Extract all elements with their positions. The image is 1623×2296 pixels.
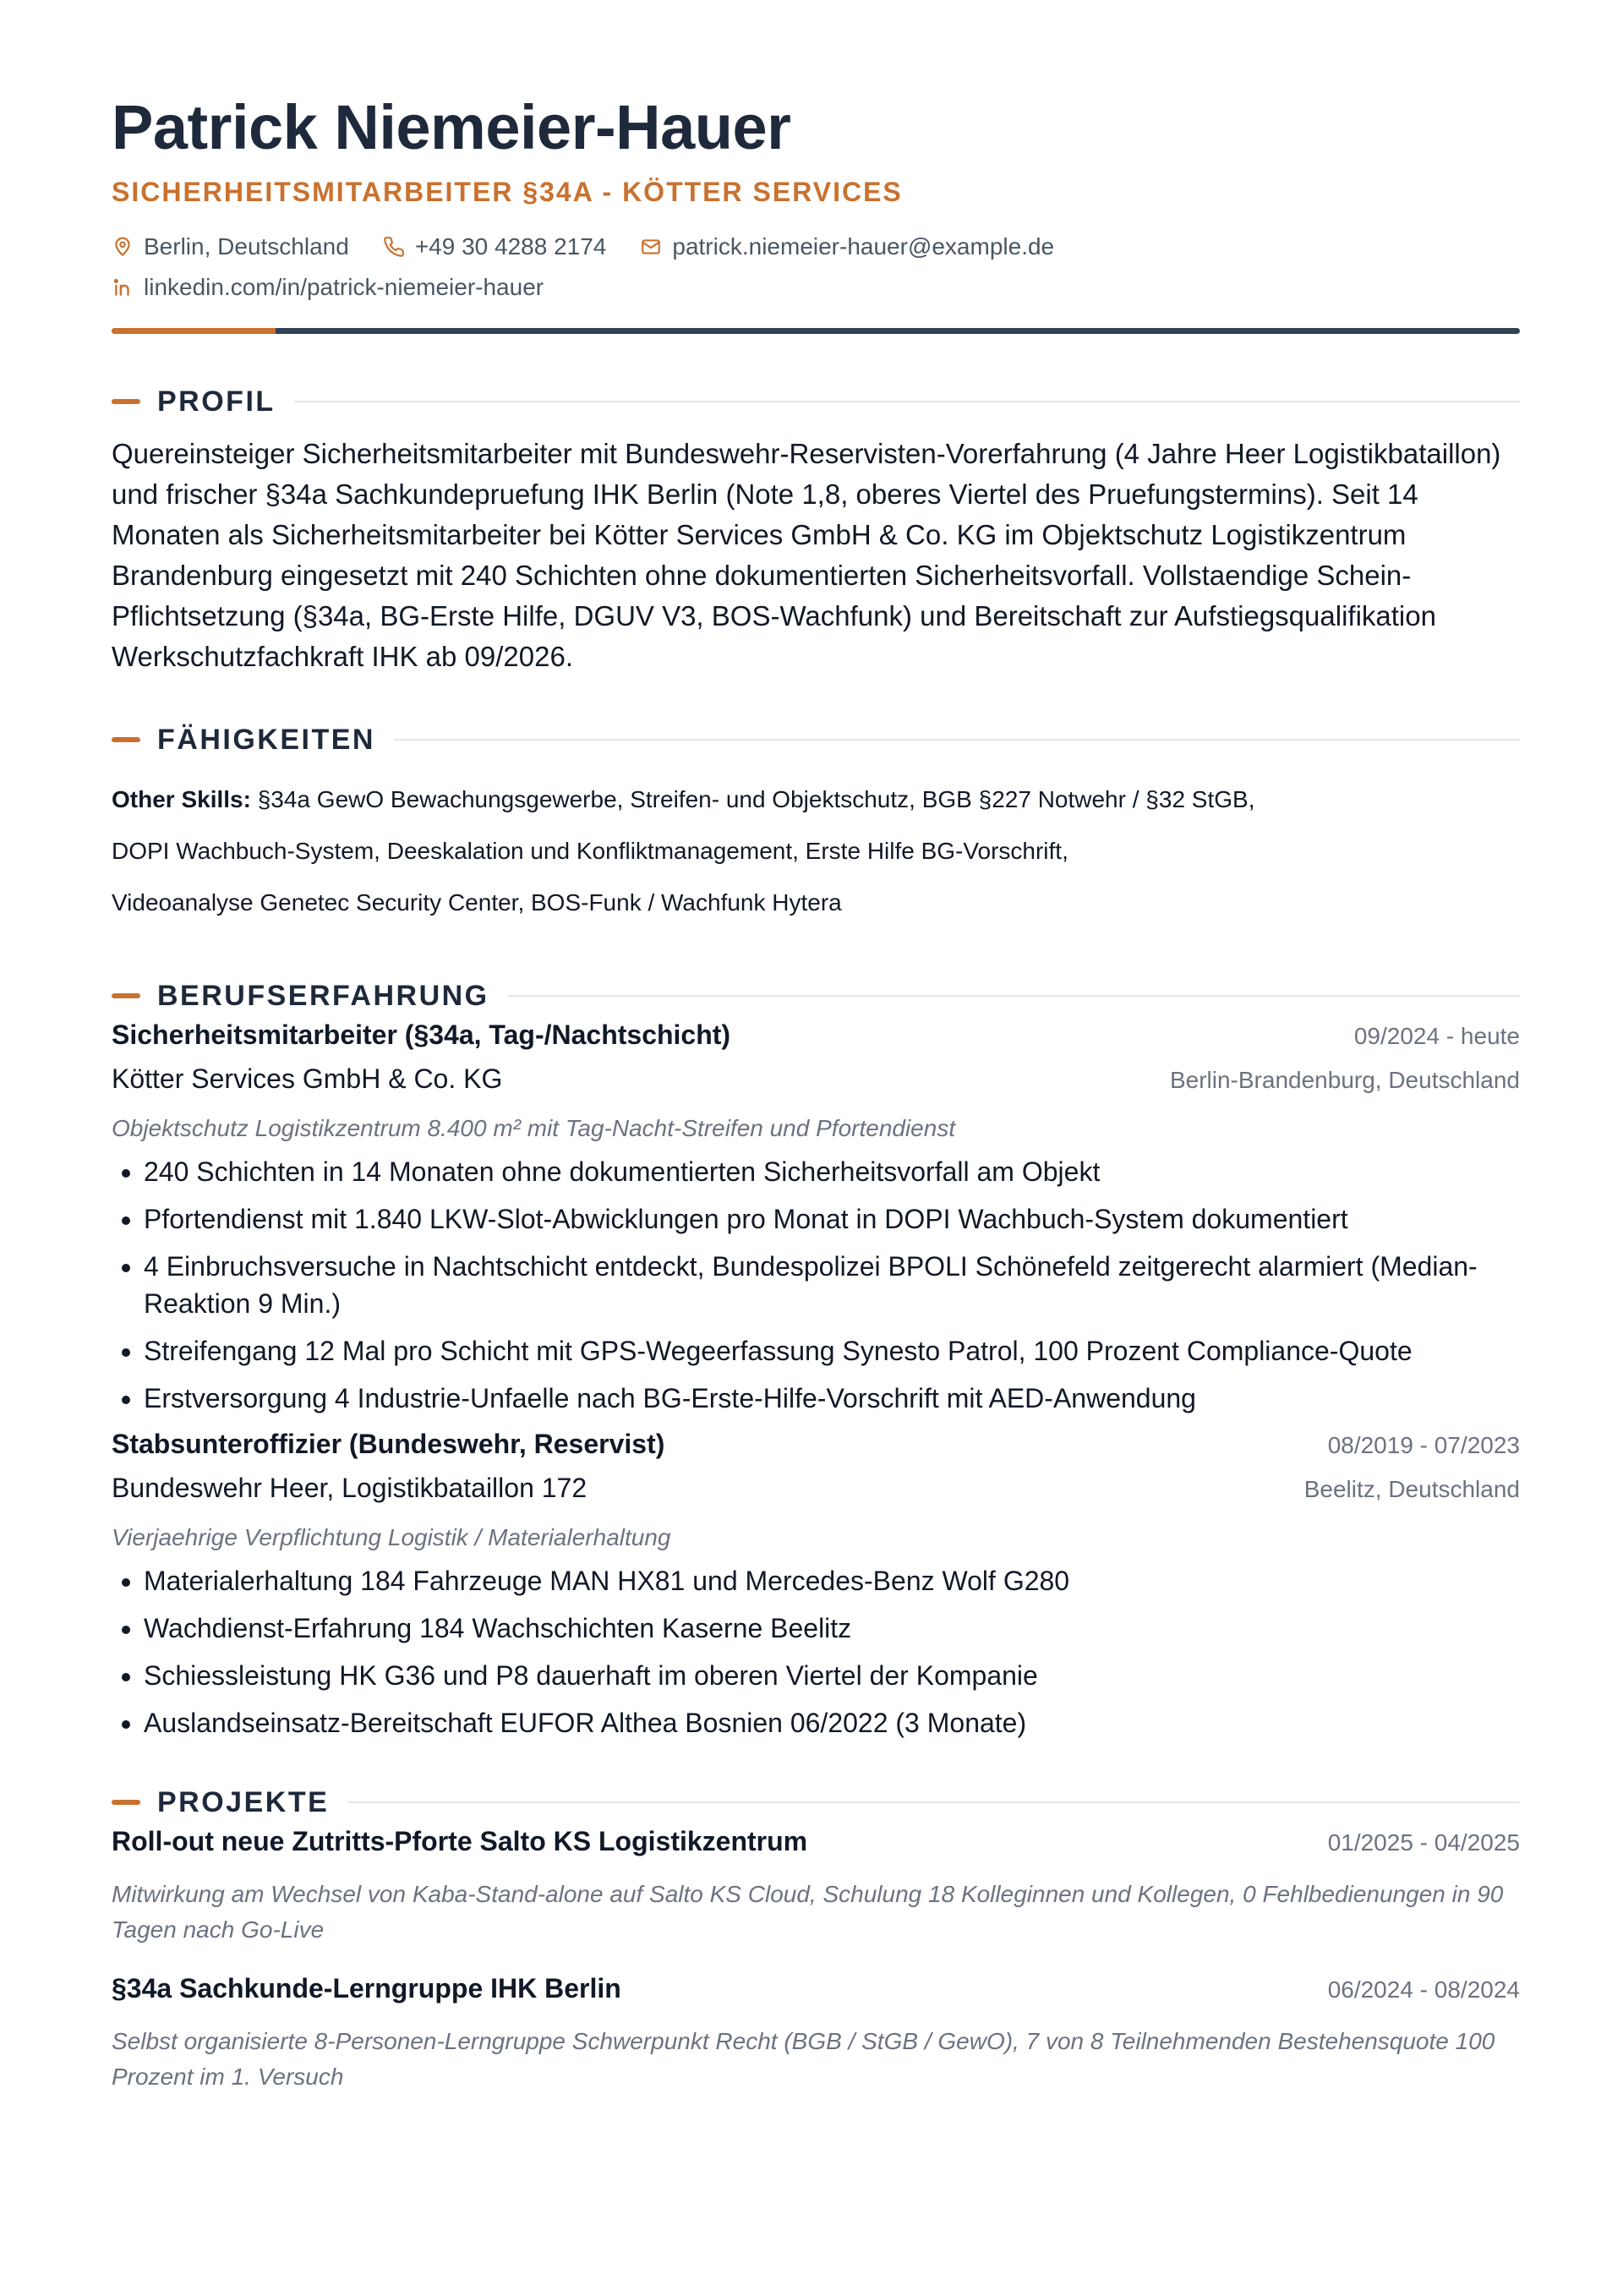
job-bullet: • 240 Schichten in 14 Monaten ohne dokumentierten Sicherheitsvorfall am Objekt xyxy=(144,1153,1520,1190)
job-organization: Bundeswehr Heer, Logistikbataillon 172 xyxy=(112,1473,587,1504)
project-entry xyxy=(112,1826,1520,1948)
contact-info xyxy=(112,227,1520,308)
section-dash xyxy=(112,1800,140,1805)
job-entry xyxy=(112,1020,1520,1417)
job-organization: Kötter Services GmbH & Co. KG xyxy=(112,1063,503,1095)
job-org-row xyxy=(112,1473,1520,1520)
contact-phone[interactable] xyxy=(383,233,607,260)
contact-row xyxy=(112,267,1520,308)
job-heading-row xyxy=(112,1429,1520,1473)
section-dash xyxy=(112,737,140,742)
project-date: 06/2024 - 08/2024 xyxy=(1327,1976,1520,2004)
job-date: 09/2024 - heute xyxy=(1353,1023,1520,1050)
section-header xyxy=(112,721,1520,758)
job-bullet: • Wachdienst-Erfahrung 184 Wachschichten Kaserne Beelitz xyxy=(144,1610,1520,1647)
section-header xyxy=(112,383,1520,420)
contact-row xyxy=(112,227,1520,267)
email-text: patrick.niemeier-hauer@example.de xyxy=(672,233,1055,260)
location-text: Berlin, Deutschland xyxy=(144,233,349,260)
section-header xyxy=(112,1784,1520,1821)
project-title: §34a Sachkunde-Lerngruppe IHK Berlin xyxy=(112,1973,621,2004)
section-rule xyxy=(508,995,1520,997)
project-heading-row xyxy=(112,1826,1520,1870)
section-title: FÄHIGKEITEN xyxy=(157,723,375,756)
contact-email[interactable] xyxy=(640,233,1054,260)
project-entry xyxy=(112,1973,1520,2095)
section-rule xyxy=(294,401,1520,402)
section-title: PROJEKTE xyxy=(157,1785,330,1818)
skills-section xyxy=(112,721,1520,928)
resume-header xyxy=(112,93,1520,334)
section-rule xyxy=(394,739,1520,741)
job-location: Berlin-Brandenburg, Deutschland xyxy=(1169,1067,1520,1094)
candidate-role: SICHERHEITSMITARBEITER §34A - KÖTTER SERVICES xyxy=(112,177,903,208)
experience-section xyxy=(112,977,1520,1741)
job-heading-row xyxy=(112,1020,1520,1063)
job-bullet: • Schiessleistung HK G36 und P8 dauerhaft im oberen Viertel der Kompanie xyxy=(144,1657,1520,1694)
profile-section xyxy=(112,383,1520,677)
job-entry xyxy=(112,1429,1520,1741)
job-bullets xyxy=(112,1153,1520,1417)
linkedin-text: linkedin.com/in/patrick-niemeier-hauer xyxy=(144,274,544,301)
job-title: Sicherheitsmitarbeiter (§34a, Tag-/Nachtschicht) xyxy=(112,1020,731,1051)
projects-section xyxy=(112,1784,1520,2095)
contact-location xyxy=(112,233,349,260)
job-bullet: • Materialerhaltung 184 Fahrzeuge MAN HX81 und Mercedes-Benz Wolf G280 xyxy=(144,1562,1520,1599)
job-description: Objektschutz Logistikzentrum 8.400 m² mit Tag-Nacht-Streifen und Pfortendienst xyxy=(112,1115,956,1142)
project-date: 01/2025 - 04/2025 xyxy=(1327,1829,1520,1856)
section-header xyxy=(112,977,1520,1014)
phone-icon xyxy=(383,236,405,258)
job-description: Vierjaehrige Verpflichtung Logistik / Materialerhaltung xyxy=(112,1524,671,1551)
job-bullet: • Erstversorgung 4 Industrie-Unfaelle nach BG-Erste-Hilfe-Vorschrift mit AED-Anwendung xyxy=(144,1380,1520,1417)
header-divider xyxy=(112,328,1520,334)
skills-list xyxy=(112,774,1520,928)
job-title: Stabsunteroffizier (Bundeswehr, Reservist) xyxy=(112,1429,665,1460)
project-description: Selbst organisierte 8-Personen-Lerngruppe Schwerpunkt Recht (BGB / StGB / GewO), 7 von 8 Teilnehmenden Bestehensquote 100 Prozent im 1. Versuch xyxy=(112,2028,1495,2091)
header-divider-accent xyxy=(112,328,276,334)
mail-icon xyxy=(640,236,662,258)
project-title: Roll-out neue Zutritts-Pforte Salto KS Logistikzentrum xyxy=(112,1826,808,1857)
section-title: BERUFSERFAHRUNG xyxy=(157,979,489,1012)
job-bullets xyxy=(112,1562,1520,1741)
job-date: 08/2019 - 07/2023 xyxy=(1327,1432,1520,1459)
job-location: Beelitz, Deutschland xyxy=(1303,1476,1520,1503)
project-heading-row xyxy=(112,1973,1520,2017)
skills-line: DOPI Wachbuch-System, Deeskalation und Konfliktmanagement, Erste Hilfe BG-Vorschrift, xyxy=(112,838,1068,865)
job-bullet: • Pfortendienst mit 1.840 LKW-Slot-Abwicklungen pro Monat in DOPI Wachbuch-System dokumentiert xyxy=(144,1200,1520,1238)
phone-text: +49 30 4288 2174 xyxy=(414,233,607,260)
map-pin-icon xyxy=(112,236,134,258)
skills-line xyxy=(112,774,1520,825)
job-bullet: • Streifengang 12 Mal pro Schicht mit GPS-Wegeerfassung Synesto Patrol, 100 Prozent Compliance-Quote xyxy=(144,1332,1520,1369)
section-dash xyxy=(112,399,140,404)
project-description: Mitwirkung am Wechsel von Kaba-Stand-alone auf Salto KS Cloud, Schulung 18 Kolleginnen und Kollegen, 0 Fehlbedienungen in 90 Tagen nach Go-Live xyxy=(112,1881,1504,1943)
job-org-row xyxy=(112,1063,1520,1111)
candidate-name: Patrick Niemeier-Hauer xyxy=(112,92,791,162)
job-bullet: • Auslandseinsatz-Bereitschaft EUFOR Althea Bosnien 06/2022 (3 Monate) xyxy=(144,1704,1520,1741)
section-title: PROFIL xyxy=(157,385,276,418)
job-bullet: • 4 Einbruchsversuche in Nachtschicht entdeckt, Bundespolizei BPOLI Schönefeld zeitgerecht alarmiert (Median-Reaktion 9 Min.) xyxy=(144,1248,1520,1322)
skills-line: Videoanalyse Genetec Security Center, BOS-Funk / Wachfunk Hytera xyxy=(112,889,842,916)
skills-line-text: §34a GewO Bewachungsgewerbe, Streifen- und Objektschutz, BGB §227 Notwehr / §32 StGB, xyxy=(257,786,1255,813)
section-dash xyxy=(112,993,140,998)
profile-text: Quereinsteiger Sicherheitsmitarbeiter mit Bundeswehr-Reservisten-Vorerfahrung (4 Jahre Heer Logistikbataillon) und frischer §34a Sachkundepruefung IHK Berlin (Note 1,8, oberes Viertel des Pruefungstermins). Seit 14 Monaten als Sicherheitsmitarbeiter bei Kötter Services GmbH & Co. KG im Objektschutz Logistikzentrum Brandenburg eingesetzt mit 240 Schichten ohne dokumentierten Sicherheitsvorfall. Vollstaendige Schein-Pflichtsetzung (§34a, BG-Erste Hilfe, DGUV V3, BOS-Wachfunk) und Bereitschaft zur Aufstiegsqualifikation Werkschutzfachkraft IHK ab 09/2026. xyxy=(112,438,1501,673)
contact-linkedin[interactable] xyxy=(112,274,544,301)
linkedin-icon xyxy=(112,276,134,298)
section-rule xyxy=(347,1801,1520,1803)
skills-label: Other Skills: xyxy=(112,786,251,813)
